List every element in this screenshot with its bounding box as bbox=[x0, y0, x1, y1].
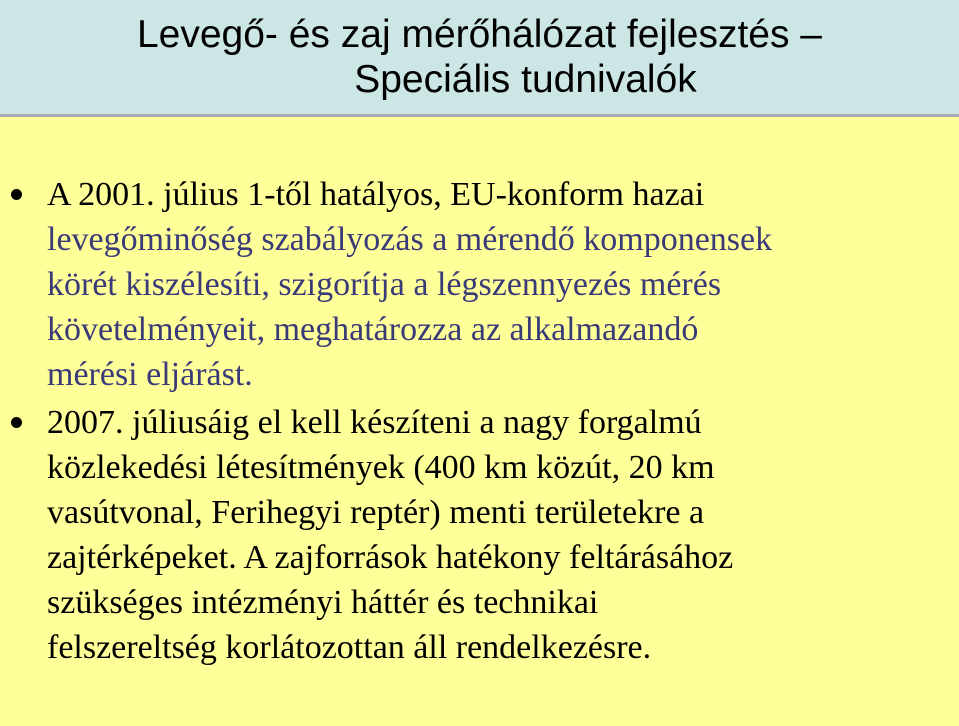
title-band bbox=[0, 0, 959, 117]
bullet-item-1 bbox=[0, 172, 959, 397]
bullet-1-line-4: követelményeit, meghatározza az alkalmazandó bbox=[47, 311, 699, 348]
bullet-item-2 bbox=[0, 400, 959, 670]
bullet-2-line-4: zajtérképeket. A zajforrások hatékony feltárásához bbox=[47, 539, 734, 576]
bullet-1-line-3: körét kiszélesíti, szigorítja a légszennyezés mérés bbox=[47, 266, 722, 303]
bullet-dot-icon bbox=[11, 189, 22, 200]
title-line-2: Speciális tudnivalók bbox=[354, 58, 697, 101]
bullet-2-line-3: vasútvonal, Ferihegyi reptér) menti területekre a bbox=[47, 494, 705, 531]
title-line-1: Levegő- és zaj mérőhálózat fejlesztés – bbox=[136, 13, 823, 56]
bullet-2-line-2: közlekedési létesítmények (400 km közút, 20 km bbox=[47, 449, 715, 486]
bullet-dot-icon bbox=[11, 417, 22, 428]
bullet-2-line-5: szükséges intézményi háttér és technikai bbox=[47, 584, 599, 621]
bullet-1-line-1: A 2001. július 1-től hatályos, EU-konform hazai bbox=[47, 176, 705, 213]
bullet-1-line-2: levegőminőség szabályozás a mérendő komponensek bbox=[47, 221, 773, 258]
bullet-list bbox=[0, 172, 959, 670]
bullet-1-line-5: mérési eljárást. bbox=[47, 356, 253, 393]
bullet-2-line-6: felszereltség korlátozottan áll rendelkezésre. bbox=[47, 629, 652, 666]
bullet-2-line-1: 2007. júliusáig el kell készíteni a nagy forgalmú bbox=[47, 404, 702, 441]
